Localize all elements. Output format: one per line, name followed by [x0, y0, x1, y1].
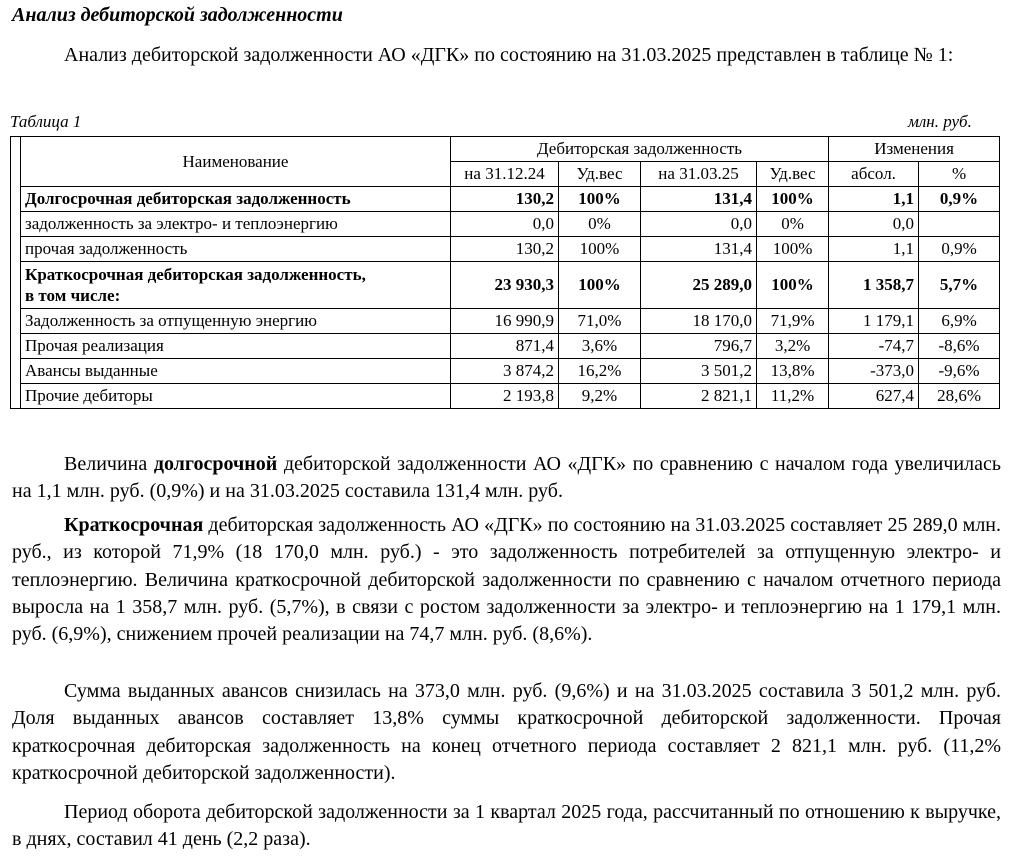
row-pct: -9,6% [919, 359, 1000, 384]
row-v1: 130,2 [451, 237, 559, 262]
table-unit: млн. руб. [908, 112, 972, 131]
row-name-line2: в том числе: [25, 286, 121, 305]
row-abs: -74,7 [829, 334, 919, 359]
row-v1: 16 990,9 [451, 309, 559, 334]
row-pct: 28,6% [919, 384, 1000, 409]
row-pct [919, 212, 1000, 237]
header-abs: абсол. [829, 162, 919, 187]
p2-text-b: дебиторская задолженность АО «ДГК» по состоянию на 31.03.2025 составляет 25 289,0 млн. руб., из которой 71,9% (18 170,0 млн. руб.) - это задолженность потребителей за отпущенную электро- и теплоэнергию. Величина краткосрочной дебиторской задолженности по сравнению с началом отчетного периода выросла на 1 358,7 млн. руб. (5,7%), в связи с ростом задолженности за электро- и теплоэнергию на 1 179,1 млн. руб. (6,9%), снижением прочей реализации на 74,7 млн. руб. (8,6%). [12, 514, 1001, 646]
row-v2: 18 170,0 [641, 309, 757, 334]
row-abs: 1,1 [829, 187, 919, 212]
header-share1: Уд.вес [559, 162, 641, 187]
table-header-row-1 [11, 137, 1000, 162]
table-row-other-sales [11, 334, 1000, 359]
row-name-line1: Краткосрочная дебиторская задолженность, [25, 265, 366, 284]
table-caption: Таблица 1 [10, 112, 82, 131]
table-row-other-debtors [11, 384, 1000, 409]
row-s1: 100% [559, 262, 641, 309]
row-v2: 131,4 [641, 187, 757, 212]
paragraph-longterm [12, 451, 1001, 506]
table-row-other-longterm [11, 237, 1000, 262]
row-s2: 100% [757, 187, 829, 212]
row-name: Задолженность за отпущенную энергию [21, 309, 451, 334]
row-s2: 11,2% [757, 384, 829, 409]
row-pct: 0,9% [919, 237, 1000, 262]
row-pct: 6,9% [919, 309, 1000, 334]
intro-paragraph: Анализ дебиторской задолженности АО «ДГК» по состоянию на 31.03.2025 представлен в таблице № 1: [64, 44, 954, 66]
p1-bold: долгосрочной [153, 453, 278, 475]
row-v2: 25 289,0 [641, 262, 757, 309]
row-name: Прочая реализация [21, 334, 451, 359]
row-s1: 100% [559, 187, 641, 212]
row-s2: 0% [757, 212, 829, 237]
header-changes-group: Изменения [829, 137, 1000, 162]
header-date1: на 31.12.24 [451, 162, 559, 187]
row-v1: 3 874,2 [451, 359, 559, 384]
p1-text-a: Величина [64, 453, 154, 475]
header-name: Наименование [21, 137, 451, 187]
paragraph-turnover: Период оборота дебиторской задолженности за 1 квартал 2025 года, рассчитанный по отношению к выручке, в днях, составил 41 день (2,2 раза). [12, 801, 1001, 851]
row-pct: 5,7% [919, 262, 1000, 309]
table-left-margin-cell [11, 137, 21, 409]
paragraph-advances: Сумма выданных авансов снизилась на 373,0 млн. руб. (9,6%) и на 31.03.2025 составила 3 501,2 млн. руб. Доля выданных авансов составляет 13,8% суммы краткосрочной дебиторской задолженности. Прочая краткосрочная дебиторская задолженность на конец отчетного периода составляет 2 821,1 млн. руб. (11,2% краткосрочной дебиторской задолженности). [12, 680, 1001, 784]
row-s2: 3,2% [757, 334, 829, 359]
row-abs: -373,0 [829, 359, 919, 384]
row-abs: 627,4 [829, 384, 919, 409]
p1-text-c: дебиторской задолженности АО «ДГК» по сравнению с началом года увеличилась на 1,1 млн. руб. (0,9%) и на 31.03.2025 составила 131,4 млн. руб. [12, 453, 1001, 503]
row-name: Прочие дебиторы [21, 384, 451, 409]
row-abs: 1 358,7 [829, 262, 919, 309]
row-v1: 2 193,8 [451, 384, 559, 409]
row-v2: 796,7 [641, 334, 757, 359]
row-s1: 71,0% [559, 309, 641, 334]
row-v1: 871,4 [451, 334, 559, 359]
row-name: задолженность за электро- и теплоэнергию [21, 212, 451, 237]
header-date2: на 31.03.25 [641, 162, 757, 187]
header-pct: % [919, 162, 1000, 187]
table-row-energy-longterm [11, 212, 1000, 237]
row-name: Долгосрочная дебиторская задолженность [21, 187, 451, 212]
table-row-shortterm [11, 262, 1000, 309]
row-s1: 100% [559, 237, 641, 262]
receivables-table [10, 136, 1000, 409]
row-s2: 100% [757, 237, 829, 262]
row-s1: 3,6% [559, 334, 641, 359]
paragraph-shortterm [12, 512, 1001, 648]
row-abs: 0,0 [829, 212, 919, 237]
p2-bold: Краткосрочная [64, 514, 204, 536]
row-v1: 23 930,3 [451, 262, 559, 309]
row-v2: 131,4 [641, 237, 757, 262]
row-abs: 1,1 [829, 237, 919, 262]
row-name [21, 262, 451, 309]
row-v2: 2 821,1 [641, 384, 757, 409]
header-receivables-group: Дебиторская задолженность [451, 137, 829, 162]
row-v2: 3 501,2 [641, 359, 757, 384]
table-row-longterm [11, 187, 1000, 212]
row-v1: 130,2 [451, 187, 559, 212]
table-row-advances [11, 359, 1000, 384]
row-name: Авансы выданные [21, 359, 451, 384]
row-name: прочая задолженность [21, 237, 451, 262]
row-s1: 9,2% [559, 384, 641, 409]
row-s2: 13,8% [757, 359, 829, 384]
row-v1: 0,0 [451, 212, 559, 237]
row-v2: 0,0 [641, 212, 757, 237]
row-abs: 1 179,1 [829, 309, 919, 334]
section-heading: Анализ дебиторской задолженности [12, 4, 343, 26]
row-s1: 16,2% [559, 359, 641, 384]
table-row-energy [11, 309, 1000, 334]
row-pct: -8,6% [919, 334, 1000, 359]
row-s2: 71,9% [757, 309, 829, 334]
row-pct: 0,9% [919, 187, 1000, 212]
row-s2: 100% [757, 262, 829, 309]
row-s1: 0% [559, 212, 641, 237]
header-share2: Уд.вес [757, 162, 829, 187]
